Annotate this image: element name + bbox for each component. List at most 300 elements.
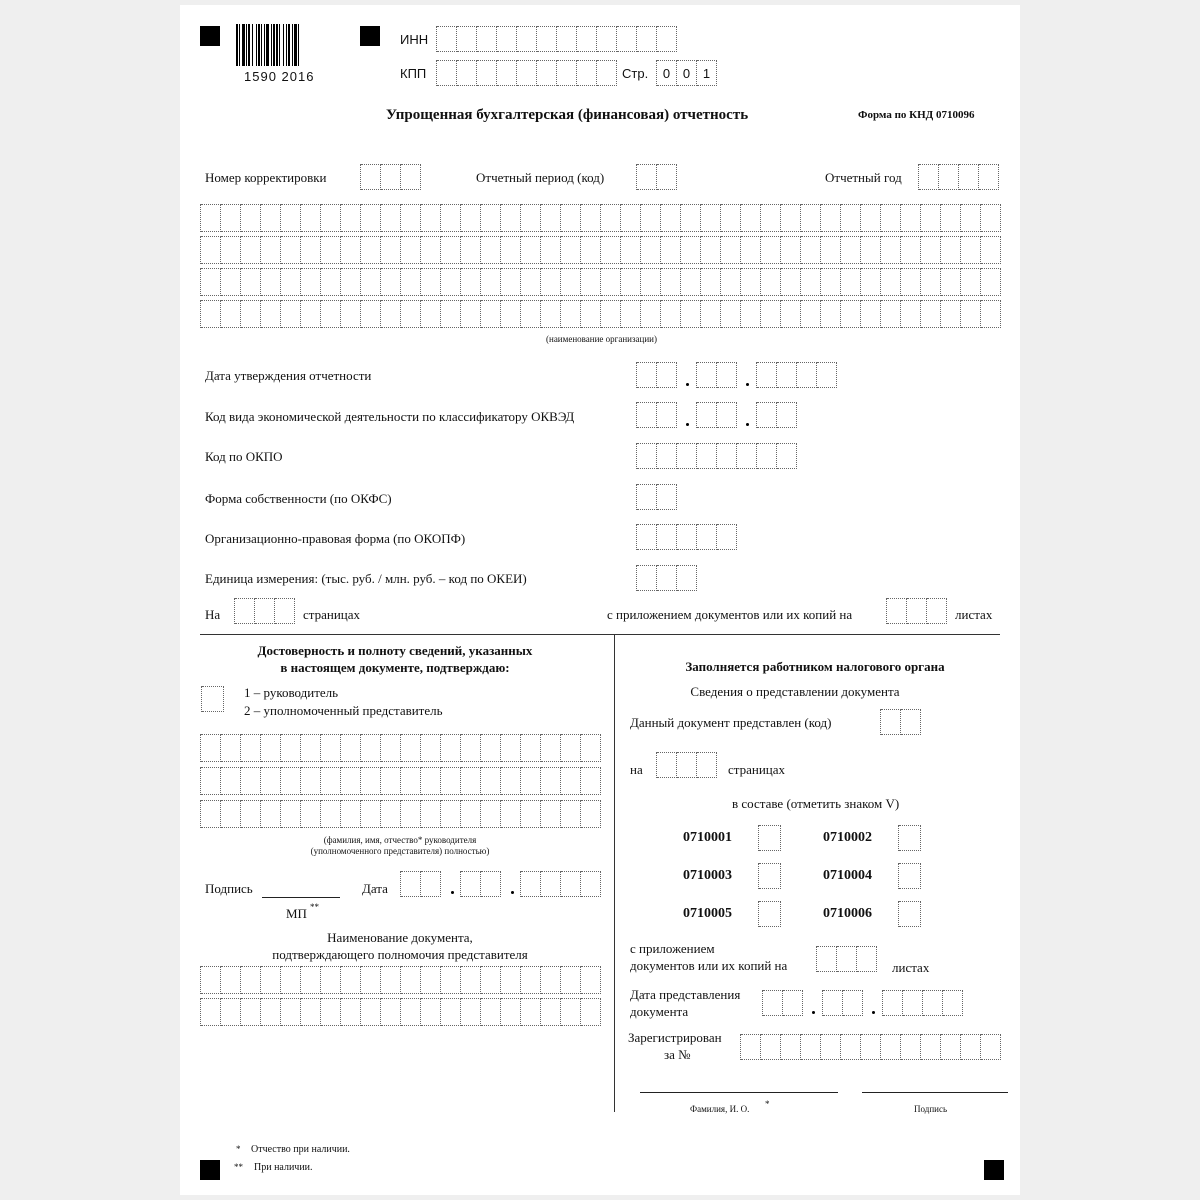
input-cell (921, 204, 941, 232)
input-cell (201, 998, 221, 1026)
pages-prefix: На (205, 607, 221, 622)
input-cell (261, 800, 281, 828)
okfs-field[interactable] (636, 484, 677, 510)
input-cell (721, 268, 741, 296)
input-cell (801, 300, 821, 328)
input-cell (781, 204, 801, 232)
tax-pages-field[interactable] (656, 752, 717, 778)
signer-name-row[interactable] (200, 767, 601, 795)
input-cell (901, 204, 921, 232)
input-cell (601, 300, 621, 328)
input-cell (241, 767, 261, 795)
input-cell (941, 300, 961, 328)
fio-label: Фамилия, И. О. (690, 1104, 750, 1114)
input-cell (361, 300, 381, 328)
tax-signature-line[interactable] (862, 1092, 1008, 1093)
input-cell (481, 767, 501, 795)
input-cell (657, 26, 677, 52)
input-cell (701, 300, 721, 328)
submission-year-field[interactable] (882, 990, 963, 1016)
barcode-bar (298, 24, 299, 66)
input-cell (481, 300, 501, 328)
input-cell (981, 1034, 1001, 1060)
input-cell (881, 300, 901, 328)
input-cell (261, 734, 281, 762)
registration-number-field[interactable] (740, 1034, 1001, 1060)
input-cell (221, 767, 241, 795)
form-code-0710001: 0710001 (683, 830, 732, 845)
date-separator (451, 891, 454, 894)
input-cell (561, 734, 581, 762)
unit-label: Единица измерения: (тыс. руб. / млн. руб. – код по ОКЕИ) (205, 571, 527, 586)
input-cell (401, 268, 421, 296)
input-cell (421, 236, 441, 264)
input-cell (581, 300, 601, 328)
input-cell (841, 300, 861, 328)
input-cell (941, 236, 961, 264)
input-cell (681, 268, 701, 296)
org-name-row[interactable] (200, 236, 1001, 264)
input-cell (221, 734, 241, 762)
input-cell (381, 800, 401, 828)
year-field[interactable] (918, 164, 999, 190)
input-cell (581, 236, 601, 264)
input-cell (677, 565, 697, 591)
input-cell (561, 966, 581, 994)
input-cell (959, 164, 979, 190)
input-cell (501, 300, 521, 328)
input-cell (657, 565, 677, 591)
input-cell (497, 26, 517, 52)
checkbox-0710005[interactable] (758, 901, 781, 927)
input-cell (887, 598, 907, 624)
correction-field[interactable] (360, 164, 421, 190)
barcode-bar (264, 24, 265, 66)
input-cell (321, 204, 341, 232)
input-cell (401, 767, 421, 795)
input-cell (641, 300, 661, 328)
input-cell (281, 998, 301, 1026)
period-label: Отчетный период (код) (476, 170, 605, 185)
date-separator (872, 1011, 875, 1014)
input-cell (941, 268, 961, 296)
kpp-label: КПП (400, 66, 427, 81)
signer-name-row[interactable] (200, 734, 601, 762)
input-cell (541, 767, 561, 795)
org-name-caption: (наименование организации) (546, 334, 657, 344)
code-separator (746, 423, 749, 426)
input-cell (481, 998, 501, 1026)
input-cell (261, 767, 281, 795)
input-cell (441, 767, 461, 795)
input-cell (421, 767, 441, 795)
input-cell (301, 300, 321, 328)
input-cell (441, 734, 461, 762)
input-cell (361, 767, 381, 795)
fio-line[interactable] (640, 1092, 838, 1093)
input-cell (981, 300, 1001, 328)
input-cell (201, 734, 221, 762)
input-cell (401, 871, 421, 897)
input-cell (721, 300, 741, 328)
input-cell (401, 800, 421, 828)
input-cell (361, 268, 381, 296)
okved-field-1[interactable] (636, 402, 677, 428)
input-cell (677, 752, 697, 778)
approval-day-field[interactable] (636, 362, 677, 388)
okopf-label: Организационно-правовая форма (по ОКОПФ) (205, 531, 466, 546)
tax-sheets-word: листах (892, 960, 930, 975)
input-cell (461, 204, 481, 232)
form-code-0710002: 0710002 (823, 830, 872, 845)
input-cell (301, 204, 321, 232)
input-cell (823, 990, 843, 1016)
presented-code-field[interactable] (880, 709, 921, 735)
authority-doc-row[interactable] (200, 998, 601, 1026)
inn-label: ИНН (400, 32, 429, 47)
page-number-field[interactable] (656, 60, 717, 86)
input-cell (637, 362, 657, 388)
input-cell (637, 402, 657, 428)
input-cell (841, 1034, 861, 1060)
input-cell (677, 443, 697, 469)
input-cell (201, 966, 221, 994)
input-cell (681, 300, 701, 328)
input-cell (597, 26, 617, 52)
input-cell (201, 204, 221, 232)
input-cell (801, 204, 821, 232)
input-cell (861, 1034, 881, 1060)
input-cell (661, 300, 681, 328)
input-cell (341, 734, 361, 762)
input-cell (763, 990, 783, 1016)
tax-signature-label: Подпись (914, 1104, 948, 1114)
tax-appendix-count-field[interactable] (816, 946, 877, 972)
input-cell (557, 26, 577, 52)
input-cell (537, 26, 557, 52)
authority-doc-title-1: Наименование документа, (327, 930, 473, 945)
input-cell (241, 966, 261, 994)
barcode-bar (256, 24, 257, 66)
appendix-count-field[interactable] (886, 598, 947, 624)
input-cell (281, 300, 301, 328)
pages-count-field[interactable] (234, 598, 295, 624)
input-cell (461, 998, 481, 1026)
input-cell (757, 362, 777, 388)
confirm-heading-1: Достоверность и полноту сведений, указанных (257, 643, 533, 658)
checkbox-0710006[interactable] (898, 901, 921, 927)
input-cell (657, 484, 677, 510)
input-cell (521, 767, 541, 795)
input-cell (261, 998, 281, 1026)
input-cell (401, 998, 421, 1026)
input-cell (501, 800, 521, 828)
input-cell (321, 236, 341, 264)
input-cell (501, 268, 521, 296)
input-cell (921, 268, 941, 296)
input-cell (883, 990, 903, 1016)
input-cell (759, 825, 781, 851)
input-cell (717, 524, 737, 550)
input-cell (437, 26, 457, 52)
input-cell (821, 268, 841, 296)
input-cell (541, 800, 561, 828)
input-cell (881, 236, 901, 264)
input-cell (221, 998, 241, 1026)
input-cell (781, 1034, 801, 1060)
submission-month-field[interactable] (822, 990, 863, 1016)
input-cell (899, 901, 921, 927)
kpp-field[interactable] (436, 60, 617, 86)
input-cell (919, 164, 939, 190)
page-label: Стр. (622, 66, 649, 81)
appendix-label: с приложением документов или их копий на (607, 607, 853, 622)
input-cell (641, 236, 661, 264)
input-cell (861, 204, 881, 232)
input-cell (281, 734, 301, 762)
org-name-row[interactable] (200, 268, 1001, 296)
input-cell (927, 598, 947, 624)
input-cell (697, 443, 717, 469)
input-cell (637, 443, 657, 469)
barcode-bar (236, 24, 238, 66)
registered-label-1: Зарегистрирован (628, 1030, 722, 1045)
okved-field-3[interactable] (756, 402, 797, 428)
input-cell (943, 990, 963, 1016)
stamp-label: МП (286, 906, 307, 921)
input-cell (221, 268, 241, 296)
okopf-field[interactable] (636, 524, 737, 550)
input-cell (241, 204, 261, 232)
input-cell (341, 998, 361, 1026)
input-cell (657, 164, 677, 190)
barcode-bar (288, 24, 290, 66)
sheets-word: листах (955, 607, 993, 622)
org-name-row[interactable] (200, 204, 1001, 232)
input-cell (541, 204, 561, 232)
input-cell (521, 268, 541, 296)
org-name-row[interactable] (200, 300, 1001, 328)
okfs-label: Форма собственности (по ОКФС) (205, 491, 392, 506)
input-cell (261, 268, 281, 296)
input-cell (381, 966, 401, 994)
input-cell (581, 204, 601, 232)
input-cell (361, 800, 381, 828)
input-cell (321, 998, 341, 1026)
input-cell (801, 268, 821, 296)
input-cell (677, 524, 697, 550)
input-cell (901, 268, 921, 296)
signature-line[interactable] (262, 897, 340, 898)
input-cell (241, 734, 261, 762)
input-cell (561, 800, 581, 828)
input-cell (361, 236, 381, 264)
signer-type-field[interactable] (201, 686, 224, 712)
input-cell (717, 362, 737, 388)
section-divider (200, 634, 1000, 635)
barcode-bar (294, 24, 297, 66)
sign-year-field[interactable] (520, 871, 601, 897)
unit-field[interactable] (636, 565, 697, 591)
input-cell (901, 300, 921, 328)
input-cell (939, 164, 959, 190)
input-cell (521, 998, 541, 1026)
okved-field-2[interactable] (696, 402, 737, 428)
input-cell (841, 268, 861, 296)
approval-year-field[interactable] (756, 362, 837, 388)
checkbox-0710001[interactable] (758, 825, 781, 851)
input-cell (361, 966, 381, 994)
input-cell (903, 990, 923, 1016)
input-cell (301, 800, 321, 828)
checkbox-0710004[interactable] (898, 863, 921, 889)
barcode-bar (286, 24, 287, 66)
input-cell (561, 268, 581, 296)
input-cell (241, 300, 261, 328)
approval-date-label: Дата утверждения отчетности (205, 368, 372, 383)
input-cell (461, 236, 481, 264)
input-cell (921, 1034, 941, 1060)
checkbox-0710002[interactable] (898, 825, 921, 851)
input-cell (821, 236, 841, 264)
input-cell (521, 204, 541, 232)
input-cell (617, 26, 637, 52)
input-cell (497, 60, 517, 86)
input-cell (981, 204, 1001, 232)
input-cell (501, 204, 521, 232)
input-cell (881, 709, 901, 735)
registered-label-2: за № (664, 1047, 691, 1062)
input-cell (921, 300, 941, 328)
input-cell (301, 767, 321, 795)
input-cell (481, 204, 501, 232)
input-cell (301, 236, 321, 264)
period-field[interactable] (636, 164, 677, 190)
input-cell (341, 204, 361, 232)
input-cell (843, 990, 863, 1016)
input-cell (441, 268, 461, 296)
input-cell (841, 236, 861, 264)
input-cell (981, 236, 1001, 264)
input-cell (321, 800, 341, 828)
input-cell (581, 734, 601, 762)
input-cell (761, 236, 781, 264)
barcode-bar (273, 24, 275, 66)
input-cell (761, 204, 781, 232)
sign-month-field[interactable] (460, 871, 501, 897)
sign-day-field[interactable] (400, 871, 441, 897)
page-digit: 0 (677, 60, 697, 86)
input-cell (201, 800, 221, 828)
corner-marker-bottom-left (200, 1160, 220, 1180)
input-cell (821, 1034, 841, 1060)
okved-label: Код вида экономической деятельности по классификатору ОКВЭД (205, 409, 575, 424)
input-cell (261, 236, 281, 264)
input-cell (461, 800, 481, 828)
input-cell (421, 966, 441, 994)
input-cell (521, 800, 541, 828)
presented-label: Данный документ представлен (код) (630, 715, 832, 730)
input-cell (221, 204, 241, 232)
tax-appendix-label-1: с приложением (630, 941, 715, 956)
input-cell (781, 268, 801, 296)
checkbox-0710003[interactable] (758, 863, 781, 889)
option-representative: 2 – уполномоченный представитель (244, 703, 443, 718)
input-cell (281, 800, 301, 828)
input-cell (461, 734, 481, 762)
input-cell (501, 734, 521, 762)
input-cell (541, 998, 561, 1026)
input-cell (721, 204, 741, 232)
input-cell (741, 300, 761, 328)
corner-marker-top-right (360, 26, 380, 46)
input-cell (621, 268, 641, 296)
input-cell (641, 204, 661, 232)
input-cell (621, 204, 641, 232)
input-cell (341, 236, 361, 264)
input-cell (201, 236, 221, 264)
input-cell (961, 268, 981, 296)
signer-name-row[interactable] (200, 800, 601, 828)
input-cell (657, 362, 677, 388)
date-separator (812, 1011, 815, 1014)
input-cell (457, 60, 477, 86)
input-cell (899, 863, 921, 889)
submission-day-field[interactable] (762, 990, 803, 1016)
page-digit: 0 (657, 60, 677, 86)
input-cell (777, 443, 797, 469)
input-cell (441, 204, 461, 232)
input-cell (907, 598, 927, 624)
input-cell (477, 26, 497, 52)
date-separator (511, 891, 514, 894)
input-cell (581, 268, 601, 296)
approval-month-field[interactable] (696, 362, 737, 388)
input-cell (361, 998, 381, 1026)
input-cell (621, 236, 641, 264)
input-cell (941, 204, 961, 232)
input-cell (801, 1034, 821, 1060)
input-cell (501, 236, 521, 264)
input-cell (521, 300, 541, 328)
input-cell (401, 164, 421, 190)
input-cell (637, 164, 657, 190)
barcode-bar (279, 24, 280, 66)
input-cell (501, 767, 521, 795)
inn-field[interactable] (436, 26, 677, 52)
input-cell (275, 598, 295, 624)
input-cell (961, 1034, 981, 1060)
footnote-1: Отчество при наличии. (251, 1144, 350, 1155)
barcode-bar (239, 24, 240, 66)
name-caption-1: (фамилия, имя, отчество* руководителя (323, 835, 477, 845)
input-cell (301, 268, 321, 296)
input-cell (681, 236, 701, 264)
input-cell (235, 598, 255, 624)
input-cell (697, 752, 717, 778)
input-cell (517, 60, 537, 86)
input-cell (241, 998, 261, 1026)
authority-doc-row[interactable] (200, 966, 601, 994)
barcode-bar (242, 24, 245, 66)
input-cell (557, 60, 577, 86)
okpo-field[interactable] (636, 443, 797, 469)
submission-date-label-1: Дата представления (630, 987, 741, 1002)
input-cell (461, 871, 481, 897)
input-cell (501, 998, 521, 1026)
barcode-bar (271, 24, 272, 66)
input-cell (717, 443, 737, 469)
